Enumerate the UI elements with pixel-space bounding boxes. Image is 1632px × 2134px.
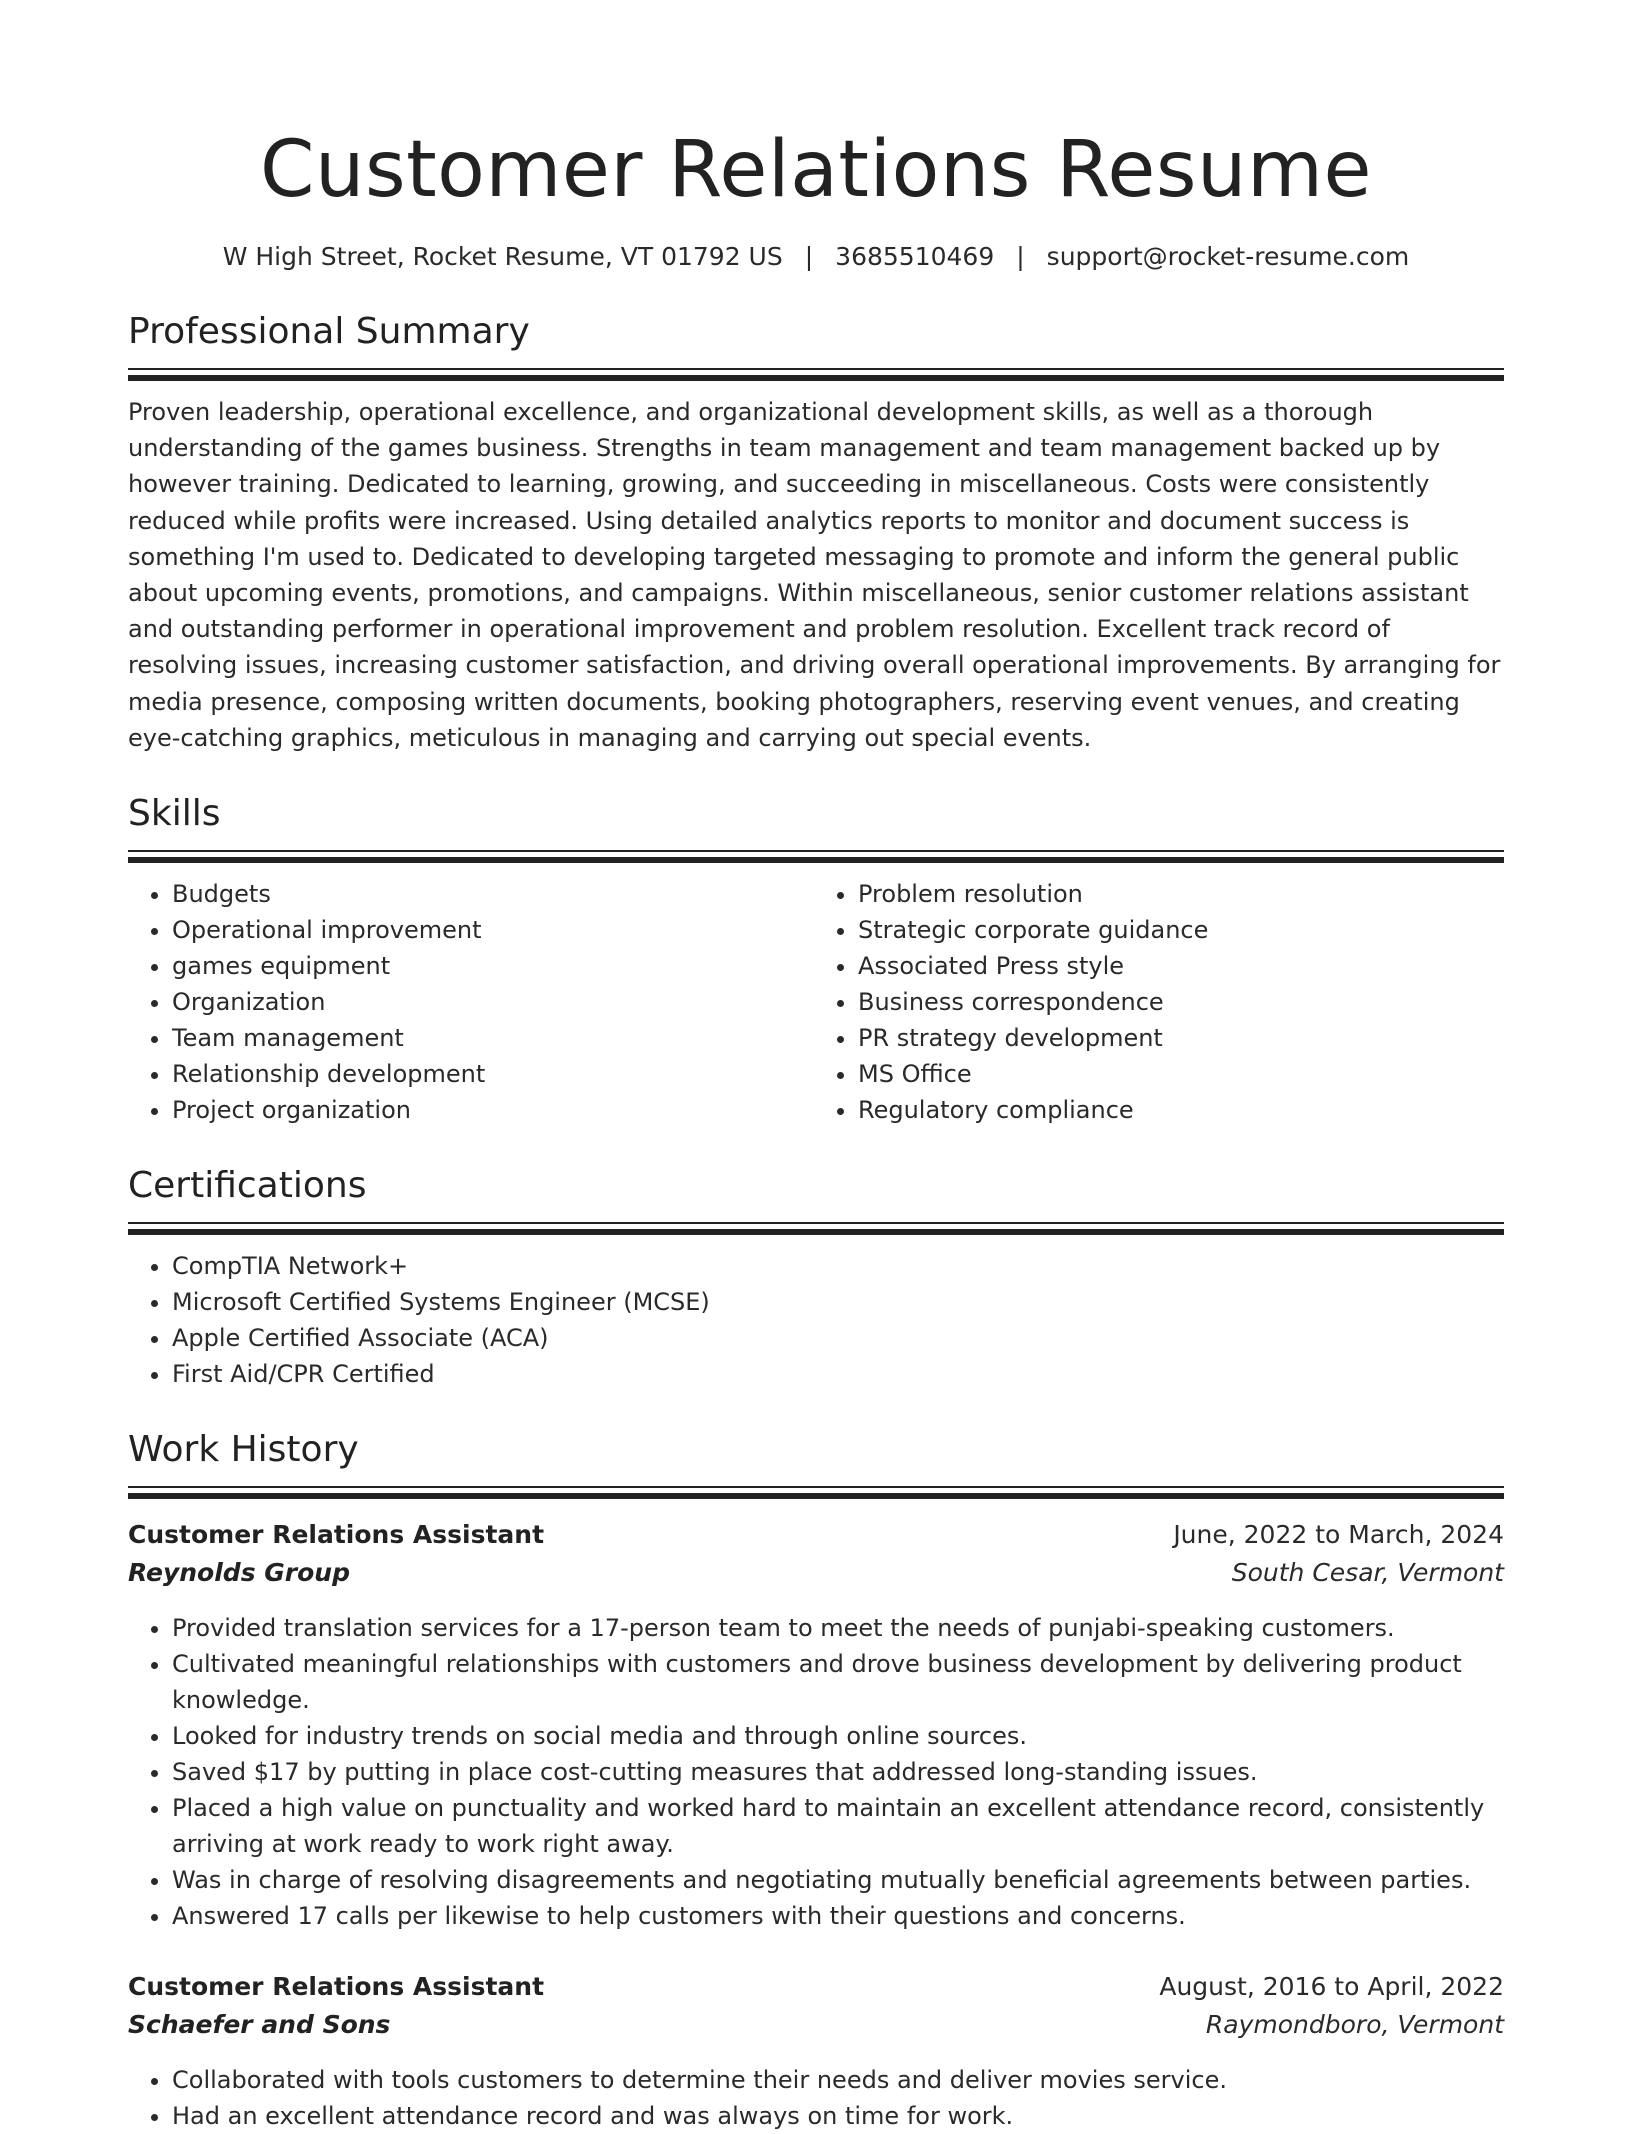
contact-separator: | [804,242,814,271]
skill-item: • Project organization [172,1092,818,1128]
job-bullet: • Collaborated with tools customers to determine their needs and deliver movies service. [172,2062,1504,2098]
job-dates: August, 2016 to April, 2022 [1159,1972,1504,2002]
certification-item: • Apple Certified Associate (ACA) [172,1320,1504,1356]
job-dates: June, 2022 to March, 2024 [1173,1520,1504,1550]
skill-item: • PR strategy development [858,1020,1504,1056]
job-bullet: • Saved $17 by putting in place cost-cutting measures that addressed long-standing issues. [172,1754,1504,1790]
job-entry [128,1968,1504,2134]
job-bullet: • Looked for industry trends on social media and through online sources. [172,1718,1504,1754]
skill-item: • Relationship development [172,1056,818,1092]
job-bullet: • Provided translation services for a 17-person team to meet the needs of punjabi-speaking customers. [172,1610,1504,1646]
skills-list-left [128,876,818,1128]
certifications-list [128,1248,1504,1392]
section-heading: Certifications [128,1165,367,1207]
certification-item: • CompTIA Network+ [172,1248,1504,1284]
skill-item: • Organization [172,984,818,1020]
section-heading: Work History [128,1429,359,1471]
job-company-row [128,1554,1504,1592]
contact-phone: 3685510469 [835,242,995,271]
job-company: Reynolds Group [128,1558,350,1588]
skill-item: • Operational improvement [172,912,818,948]
skills-section [128,790,1504,1128]
job-list [128,1516,1504,2134]
section-heading: Skills [128,793,221,835]
job-header-row [128,1516,1504,1554]
resume-title: Customer Relations Resume [260,125,1372,215]
section-divider [128,368,1504,380]
work-history-section [128,1426,1504,2134]
skill-item: • Strategic corporate guidance [858,912,1504,948]
job-bullets [128,1610,1504,1934]
summary-section [128,308,1504,756]
summary-text: Proven leadership, operational excellence, and organizational development skills, as well as a thorough understanding of the games business. Strengths in team management and team management backed up by however training. Dedicated to learning, growing, and succeeding in miscellaneous. Costs were consistently reduced while profits were increased. Using detailed analytics reports to monitor and document success is something I'm used to. Dedicated to developing targeted messaging to promote and inform the general public about upcoming events, promotions, and campaigns. Within miscellaneous, senior customer relations assistant and outstanding performer in operational improvement and problem resolution. Excellent track record of resolving issues, increasing customer satisfaction, and driving overall operational improvements. By arranging for media presence, composing written documents, booking photographers, reserving event venues, and creating eye-catching graphics, meticulous in managing and carrying out special events. [128,398,1501,752]
job-bullets [128,2062,1504,2134]
job-header-row [128,1968,1504,2006]
job-company: Schaefer and Sons [128,2010,391,2040]
section-heading: Professional Summary [128,311,530,352]
job-location: South Cesar, Vermont [1231,1558,1504,1588]
section-divider [128,1486,1504,1498]
section-divider [128,1222,1504,1234]
certification-item: • First Aid/CPR Certified [172,1356,1504,1392]
skills-list-right [814,876,1504,1128]
job-title: Customer Relations Assistant [128,1520,545,1550]
skill-item: • MS Office [858,1056,1504,1092]
contact-email[interactable]: support@rocket-resume.com [1046,242,1410,271]
skill-item: • Problem resolution [858,876,1504,912]
skill-item: • Budgets [172,876,818,912]
skill-item: • Associated Press style [858,948,1504,984]
job-location: Raymondboro, Vermont [1205,2010,1504,2040]
job-title: Customer Relations Assistant [128,1972,545,2002]
skill-item: • Regulatory compliance [858,1092,1504,1128]
skill-item: • Team management [172,1020,818,1056]
certifications-section [128,1162,1504,1392]
job-bullet: • Cultivated meaningful relationships with customers and drove business development by delivering product knowledge. [172,1646,1504,1718]
contact-line [128,240,1504,274]
job-entry [128,1516,1504,1934]
job-bullet: • Was in charge of resolving disagreements and negotiating mutually beneficial agreements between parties. [172,1862,1504,1898]
job-bullet: • Answered 17 calls per likewise to help customers with their questions and concerns. [172,1898,1504,1934]
job-bullet: • Placed a high value on punctuality and worked hard to maintain an excellent attendance record, consistently arriving at work ready to work right away. [172,1790,1504,1862]
job-bullet: • Had an excellent attendance record and was always on time for work. [172,2098,1504,2134]
contact-address: W High Street, Rocket Resume, VT 01792 US [222,242,783,271]
certification-item: • Microsoft Certified Systems Engineer (MCSE) [172,1284,1504,1320]
skill-item: • Business correspondence [858,984,1504,1020]
job-company-row [128,2006,1504,2044]
section-divider [128,850,1504,862]
skills-columns [128,876,1504,1128]
skill-item: • games equipment [172,948,818,984]
contact-separator: | [1016,242,1025,271]
